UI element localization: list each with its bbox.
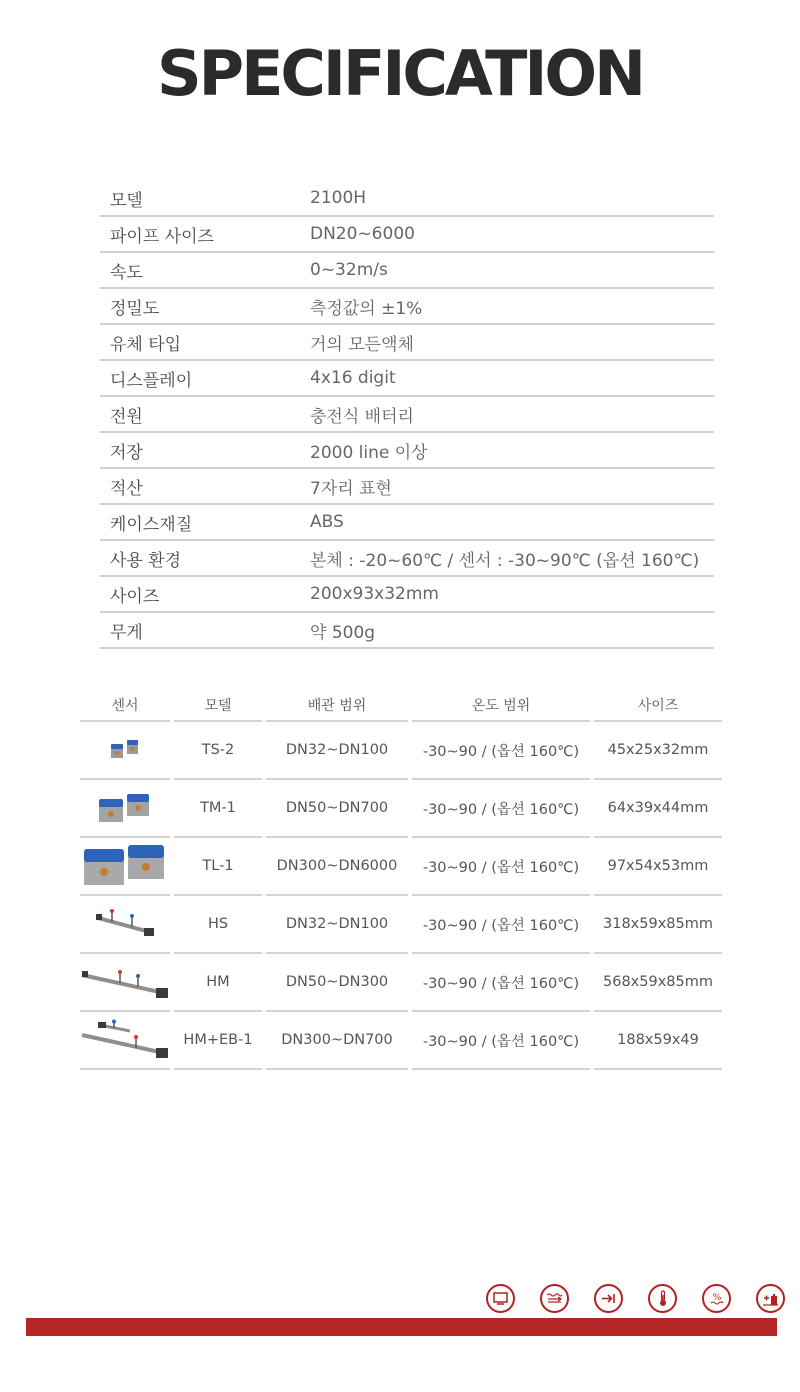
sensor-size: 188x59x49 [594, 1012, 722, 1070]
sensor-size: 568x59x85mm [594, 954, 722, 1012]
spec-row [100, 252, 714, 288]
sensor-image-cell [80, 1012, 170, 1070]
svg-text:%: % [712, 1293, 721, 1303]
sensor-image-cell [80, 896, 170, 954]
spec-row [100, 216, 714, 252]
spec-label: 저장 [100, 432, 300, 468]
sensor-model: HM [174, 954, 262, 1012]
sensor-pipe-range: DN50~DN700 [266, 780, 408, 838]
sensor-model: TM-1 [174, 780, 262, 838]
table-row [80, 896, 722, 954]
spec-label: 전원 [100, 396, 300, 432]
table-row [80, 722, 722, 780]
sensor-temp-range: -30~90 / (옵션 160℃) [412, 722, 590, 780]
table-row [80, 1012, 722, 1070]
spec-table [100, 181, 714, 649]
flow-wave-icon [540, 1284, 569, 1313]
spec-row [100, 468, 714, 504]
spec-label: 디스플레이 [100, 360, 300, 396]
display-icon [486, 1284, 515, 1313]
spec-row [100, 540, 714, 576]
table-row [80, 780, 722, 838]
long-rail-mount-image [80, 961, 170, 1003]
sensor-table [76, 690, 726, 1070]
sensor-temp-range: -30~90 / (옵션 160℃) [412, 838, 590, 896]
spec-value: 200x93x32mm [300, 576, 714, 612]
sensor-header-row [80, 690, 722, 722]
arrow-in-icon [594, 1284, 623, 1313]
spec-value: 약 500g [300, 612, 714, 648]
sensor-pipe-range: DN300~DN6000 [266, 838, 408, 896]
spec-row [100, 396, 714, 432]
spec-row [100, 324, 714, 360]
sensor-temp-range: -30~90 / (옵션 160℃) [412, 954, 590, 1012]
page-title: SPECIFICATION [156, 37, 644, 110]
header-temp-range: 온도 범위 [412, 690, 590, 722]
spec-row [100, 576, 714, 612]
sensor-temp-range: -30~90 / (옵션 160℃) [412, 1012, 590, 1070]
large-transducer-pair-image [82, 841, 168, 891]
spec-value: 0~32m/s [300, 252, 714, 288]
spec-value: 본체 : -20~60℃ / 센서 : -30~90℃ (옵션 160℃) [300, 540, 714, 576]
sensor-image-cell [80, 780, 170, 838]
battery-charge-icon [756, 1284, 785, 1313]
header-size: 사이즈 [594, 690, 722, 722]
sensor-model: HS [174, 896, 262, 954]
sensor-image-cell [80, 838, 170, 896]
sensor-model: TS-2 [174, 722, 262, 780]
thermometer-icon [648, 1284, 677, 1313]
spec-value: 충전식 배터리 [300, 396, 714, 432]
sensor-size: 45x25x32mm [594, 722, 722, 780]
sensor-image-cell [80, 722, 170, 780]
percent-icon [702, 1284, 731, 1313]
sensor-pipe-range: DN50~DN300 [266, 954, 408, 1012]
table-row [80, 954, 722, 1012]
spec-row [100, 504, 714, 540]
spec-label: 정밀도 [100, 288, 300, 324]
spec-value: 거의 모든액체 [300, 324, 714, 360]
spec-value: 측정값의 ±1% [300, 288, 714, 324]
spec-row [100, 360, 714, 396]
sensor-size: 64x39x44mm [594, 780, 722, 838]
spec-row [100, 612, 714, 648]
header-pipe-range: 배관 범위 [266, 690, 408, 722]
header-model: 모델 [174, 690, 262, 722]
sensor-pipe-range: DN300~DN700 [266, 1012, 408, 1070]
sensor-temp-range: -30~90 / (옵션 160℃) [412, 896, 590, 954]
small-transducer-pair-image [105, 735, 145, 765]
spec-label: 모델 [100, 181, 300, 216]
feature-icons [486, 1284, 785, 1313]
rail-mount-with-extension-image [80, 1019, 170, 1061]
short-rail-mount-image [90, 904, 160, 944]
sensor-temp-range: -30~90 / (옵션 160℃) [412, 780, 590, 838]
sensor-model: TL-1 [174, 838, 262, 896]
spec-row [100, 181, 714, 216]
sensor-pipe-range: DN32~DN100 [266, 722, 408, 780]
spec-label: 속도 [100, 252, 300, 288]
spec-label: 파이프 사이즈 [100, 216, 300, 252]
spec-row [100, 288, 714, 324]
spec-label: 무게 [100, 612, 300, 648]
medium-transducer-pair-image [93, 788, 157, 828]
spec-value: 7자리 표현 [300, 468, 714, 504]
footer-accent-bar [26, 1318, 777, 1336]
sensor-size: 97x54x53mm [594, 838, 722, 896]
spec-label: 적산 [100, 468, 300, 504]
sensor-image-cell [80, 954, 170, 1012]
sensor-size: 318x59x85mm [594, 896, 722, 954]
spec-value: 2000 line 이상 [300, 432, 714, 468]
spec-value: 4x16 digit [300, 360, 714, 396]
spec-value: 2100H [300, 181, 714, 216]
header-sensor: 센서 [80, 690, 170, 722]
sensor-model: HM+EB-1 [174, 1012, 262, 1070]
spec-label: 케이스재질 [100, 504, 300, 540]
spec-value: ABS [300, 504, 714, 540]
spec-row [100, 432, 714, 468]
spec-value: DN20~6000 [300, 216, 714, 252]
sensor-pipe-range: DN32~DN100 [266, 896, 408, 954]
spec-label: 유체 타입 [100, 324, 300, 360]
spec-label: 사이즈 [100, 576, 300, 612]
table-row [80, 838, 722, 896]
spec-label: 사용 환경 [100, 540, 300, 576]
